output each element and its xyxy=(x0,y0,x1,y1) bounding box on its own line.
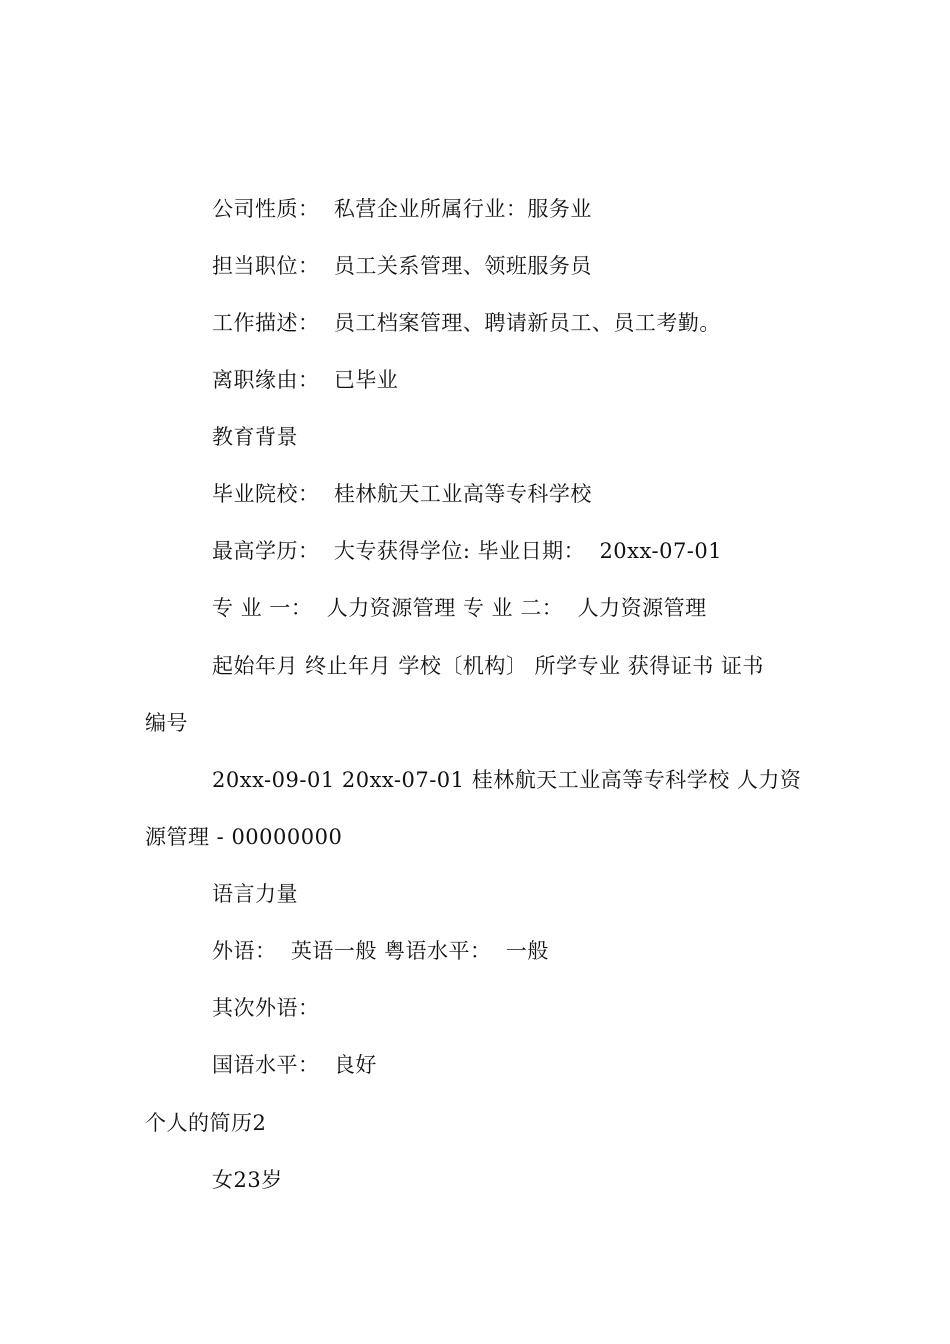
education-table-header: 起始年月 终止年月 学校〔机构〕 所学专业 获得证书 证书 xyxy=(212,654,764,678)
leave-reason-line: 离职缘由： 已毕业 xyxy=(212,368,399,392)
gender-age-line: 女23岁 xyxy=(212,1168,283,1192)
education-heading: 教育背景 xyxy=(212,425,298,449)
company-type-line: 公司性质： 私营企业所属行业：服务业 xyxy=(212,197,592,221)
education-table-row: 20xx-09-01 20xx-07-01 桂林航天工业高等专科学校 人力资 xyxy=(212,768,802,792)
language-heading: 语言力量 xyxy=(212,882,298,906)
second-language-line: 其次外语： xyxy=(212,996,320,1020)
foreign-language-line: 外语： 英语一般 粤语水平： 一般 xyxy=(212,939,549,963)
graduate-school-line: 毕业院校： 桂林航天工业高等专科学校 xyxy=(212,482,592,506)
position-line: 担当职位： 员工关系管理、领班服务员 xyxy=(212,254,592,278)
education-table-row-cont: 源管理 - 00000000 xyxy=(145,825,343,849)
major-line: 专 业 一： 人力资源管理 专 业 二： 人力资源管理 xyxy=(212,596,707,620)
education-table-header-cont: 编号 xyxy=(145,711,188,735)
job-description-line: 工作描述： 员工档案管理、聘请新员工、员工考勤。 xyxy=(212,311,721,335)
resume-title: 个人的简历2 xyxy=(145,1111,267,1135)
highest-degree-line: 最高学历： 大专获得学位: 毕业日期： 20xx-07-01 xyxy=(212,539,723,563)
mandarin-level-line: 国语水平： 良好 xyxy=(212,1053,377,1077)
